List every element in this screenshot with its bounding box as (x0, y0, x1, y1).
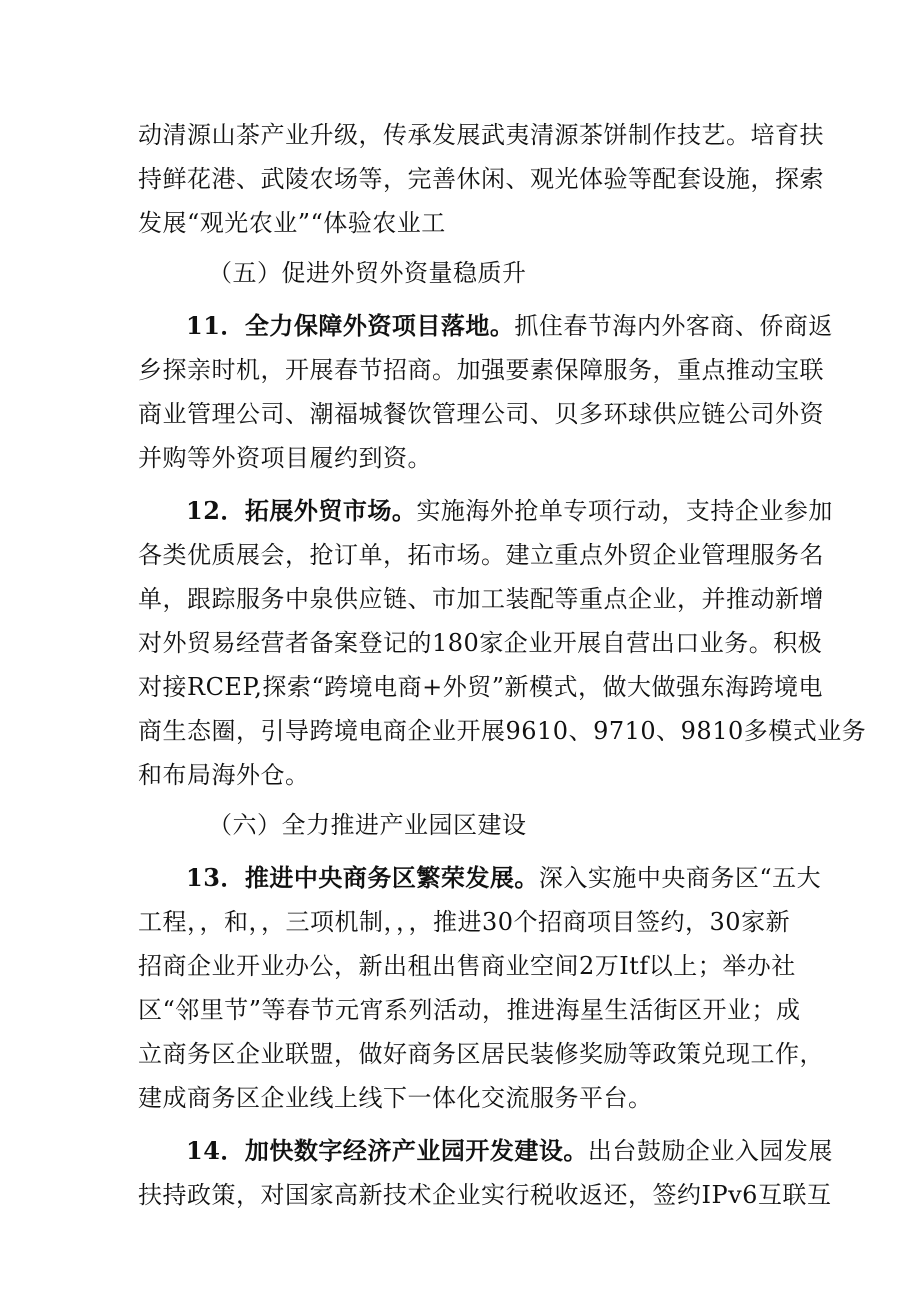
paragraph-item-11 (138, 304, 833, 480)
paragraph-tea-industry (138, 113, 824, 245)
item-13-title: 13．推进中央商务区繁荣发展。 (186, 863, 539, 892)
item-11-text: 抓住春节海内外客商、侨商返 (514, 312, 833, 340)
text-line-first (138, 856, 822, 900)
text-line: 招商企业开业办公，新出租出售商业空间2万Itf以上；举办社 (138, 952, 796, 980)
text-line: 工程，，和，，三项机制，，，推进30个招商项目签约，30家新 (138, 908, 791, 936)
text-line: 建成商务区企业线上线下一体化交流服务平台。 (138, 1084, 653, 1112)
text-line: 乡探亲时机，开展春节招商。加强要素保障服务，重点推动宝联 (138, 356, 824, 384)
text-line: 扶持政策，对国家高新技术企业实行税收返还，签约IPv6互联互 (138, 1181, 832, 1209)
text-line: 并购等外资项目履约到资。 (138, 444, 432, 472)
text-line: 商业管理公司、潮福城餐饮管理公司、贝多环球供应链公司外资 (138, 400, 824, 428)
text-line: 对外贸易经营者备案登记的180家企业开展自营出口业务。积极 (138, 629, 823, 657)
item-12-title: 12．拓展外贸市场。 (186, 496, 417, 525)
text-line: 区“邻里节”等春节元宵系列活动，推进海星生活街区开业；成 (138, 996, 801, 1024)
text-line: 动清源山茶产业升级，传承发展武夷清源茶饼制作技艺。培育扶 (138, 121, 824, 149)
item-13-text: 深入实施中央商务区“五大 (538, 864, 822, 892)
section-heading-5: （五）促进外贸外资量稳质升 (208, 259, 527, 287)
text-line: 各类优质展会，抢订单，拓市场。建立重点外贸企业管理服务名 (138, 541, 824, 569)
document-page (138, 113, 867, 1217)
text-line: 持鲜花港、武陵农场等，完善休闲、观光体验等配套设施，探索 (138, 165, 824, 193)
text-line-first (138, 304, 833, 348)
paragraph-item-13 (138, 856, 824, 1120)
paragraph-item-14 (138, 1129, 833, 1217)
item-12-text: 实施海外抢单专项行动，支持企业参加 (416, 497, 833, 525)
section-heading-6: （六）全力推进产业园区建设 (208, 811, 527, 839)
text-line-first (138, 489, 833, 533)
text-line: 单，跟踪服务中泉供应链、市加工装配等重点企业，并推动新增 (138, 585, 824, 613)
text-line: 对接RCEP,探索“跨境电商+外贸”新模式，做大做强东海跨境电 (138, 673, 824, 701)
text-line: 和布局海外仓。 (138, 761, 310, 789)
text-line: 商生态圈，引导跨境电商企业开展9610、9710、9810多模式业务 (138, 717, 867, 745)
item-14-title: 14．加快数字经济产业园开发建设。 (186, 1136, 588, 1165)
text-line: 立商务区企业联盟，做好商务区居民装修奖励等政策兑现工作， (138, 1040, 824, 1068)
paragraph-item-12 (138, 489, 867, 797)
text-line: 发展“观光农业”“体验农业工 (138, 209, 446, 237)
item-14-text: 出台鼓励企业入园发展 (587, 1137, 833, 1165)
item-11-title: 11．全力保障外资项目落地。 (186, 311, 515, 340)
text-line-first (138, 1129, 833, 1173)
